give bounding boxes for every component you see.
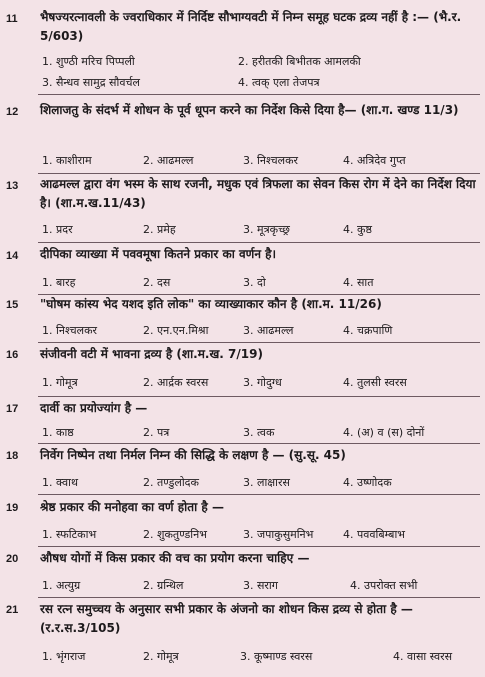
option-1: 1. क्वाथ (42, 476, 78, 489)
option-1: 1. काष्ठ (42, 426, 74, 439)
option-2: 2. आढमल्ल (143, 154, 194, 167)
question-divider (38, 546, 480, 547)
option-1: 1. गोमूत्र (42, 376, 78, 389)
question-text: निर्वेग निष्पेन तथा निर्मल निम्न की सिद्धि के लक्षण है — (सु.सू. 45) (40, 448, 346, 462)
option-1: 1. स्फटिकाभ (42, 528, 97, 541)
option-2: 2. दस (143, 276, 171, 289)
option-4: 4. वासा स्वरस (393, 650, 453, 663)
question-number: 13 (6, 180, 19, 192)
option-3: 3. कूष्माण्ड स्वरस (240, 650, 313, 663)
question-number: 15 (6, 299, 19, 311)
option-3: 3. दो (243, 276, 266, 289)
question-text: भैषज्यरत्नावली के ज्वराधिकार में निर्दिष्ट सौभाग्यवटी में निम्न समूह घटक द्रव्य नहीं है :— (भै.र. 5/603) (40, 10, 462, 43)
question-number: 18 (6, 450, 19, 462)
option-1: 1. अत्युग्र (42, 579, 81, 592)
option-3: 3. त्वक (243, 426, 275, 439)
option-4: 4. सात (343, 276, 374, 289)
question-divider (38, 342, 480, 343)
option-1: 1. प्रदर (42, 223, 73, 236)
question-text: "घोषम कांस्य भेद यशद इति लोक" का व्याख्याकार कौन है (शा.म. 11/26) (40, 297, 382, 311)
option-2: 2. एन.एन.मिश्रा (143, 324, 209, 337)
question-text: श्रेष्ठ प्रकार की मनोहवा का वर्ण होता है — (40, 500, 224, 514)
option-2: 2. हरीतकी बिभीतक आमलकी (238, 55, 361, 68)
option-2: 2. शुकतुण्डनिभ (143, 528, 207, 541)
option-3: 3. मूत्रकृच्छ्र (243, 223, 290, 236)
option-2: 2. प्रमेह (143, 223, 176, 236)
question-text: औषध योगों में किस प्रकार की वच का प्रयोग करना चाहिए — (40, 551, 310, 565)
question-number: 19 (6, 502, 19, 514)
option-4: 4. (अ) व (स) दोनों (343, 426, 425, 439)
option-2: 2. आर्द्रक स्वरस (143, 376, 209, 389)
question-number: 16 (6, 349, 19, 361)
option-4: 4. अत्रिदेव गुप्त (343, 154, 406, 167)
option-4: 4. कुष्ठ (343, 223, 372, 236)
question-divider (38, 242, 480, 243)
option-2: 2. गोमूत्र (143, 650, 179, 663)
question-divider (38, 396, 480, 397)
option-3: 3. सैन्धव सामुद्र सौवर्चल (42, 76, 140, 89)
option-1: 1. निश्चलकर (42, 324, 98, 337)
option-4: 4. चक्रपाणि (343, 324, 393, 337)
option-2: 2. तण्डुलोदक (143, 476, 199, 489)
question-text: आढमल्ल द्वारा वंग भस्म के साथ रजनी, मधुक एवं त्रिफला का सेवन किस रोग में देने का निर्देश दिया है। (शा.म.ख.11/43) (40, 177, 476, 210)
option-3: 3. सराग (243, 579, 278, 592)
option-4: 4. पववबिम्बाभ (343, 528, 406, 541)
option-1: 1. भृंगराज (42, 650, 86, 663)
option-3: 3. आढमल्ल (243, 324, 294, 337)
question-text: दीपिका व्याख्या में पववमूषा कितने प्रकार का वर्णन है। (40, 247, 277, 261)
question-divider (38, 173, 480, 174)
question-divider (38, 597, 480, 598)
question-number: 12 (6, 106, 19, 118)
option-3: 3. लाक्षारस (243, 476, 290, 489)
option-3: 3. निश्चलकर (243, 154, 299, 167)
question-divider (38, 94, 480, 95)
option-1: 1. शुण्ठी मरिच पिप्पली (42, 55, 135, 68)
question-number: 11 (6, 13, 18, 25)
option-2: 2. पत्र (143, 426, 170, 439)
option-3: 3. गोदुग्ध (243, 376, 282, 389)
option-4: 4. उष्णोदक (343, 476, 392, 489)
option-1: 1. बारह (42, 276, 76, 289)
question-text: रस रत्न समुच्चय के अनुसार सभी प्रकार के अंजनो का शोधन किस द्रव्य से होता है — (र.र.स.3/105) (40, 602, 413, 635)
question-divider (38, 443, 480, 444)
question-text: शिलाजतु के संदर्भ में शोधन के पूर्व धूपन करने का निर्देश किसे दिया है— (शा.ग. खण्ड 11/3) (40, 103, 459, 117)
option-4: 4. त्वक् एला तेजपत्र (238, 76, 320, 89)
option-4: 4. उपरोक्त सभी (350, 579, 418, 592)
option-4: 4. तुलसी स्वरस (343, 376, 407, 389)
option-1: 1. काशीराम (42, 154, 92, 167)
option-2: 2. ग्रन्थिल (143, 579, 184, 592)
question-number: 21 (6, 604, 19, 616)
option-3: 3. जपाकुसुमनिभ (243, 528, 314, 541)
question-number: 14 (6, 250, 19, 262)
question-text: दार्वी का प्रयोज्यांग है — (40, 401, 148, 415)
question-text: संजीवनी वटी में भावना द्रव्य है (शा.म.ख. 7/19) (40, 347, 263, 361)
question-number: 20 (6, 553, 19, 565)
question-divider (38, 494, 480, 495)
question-number: 17 (6, 403, 19, 415)
